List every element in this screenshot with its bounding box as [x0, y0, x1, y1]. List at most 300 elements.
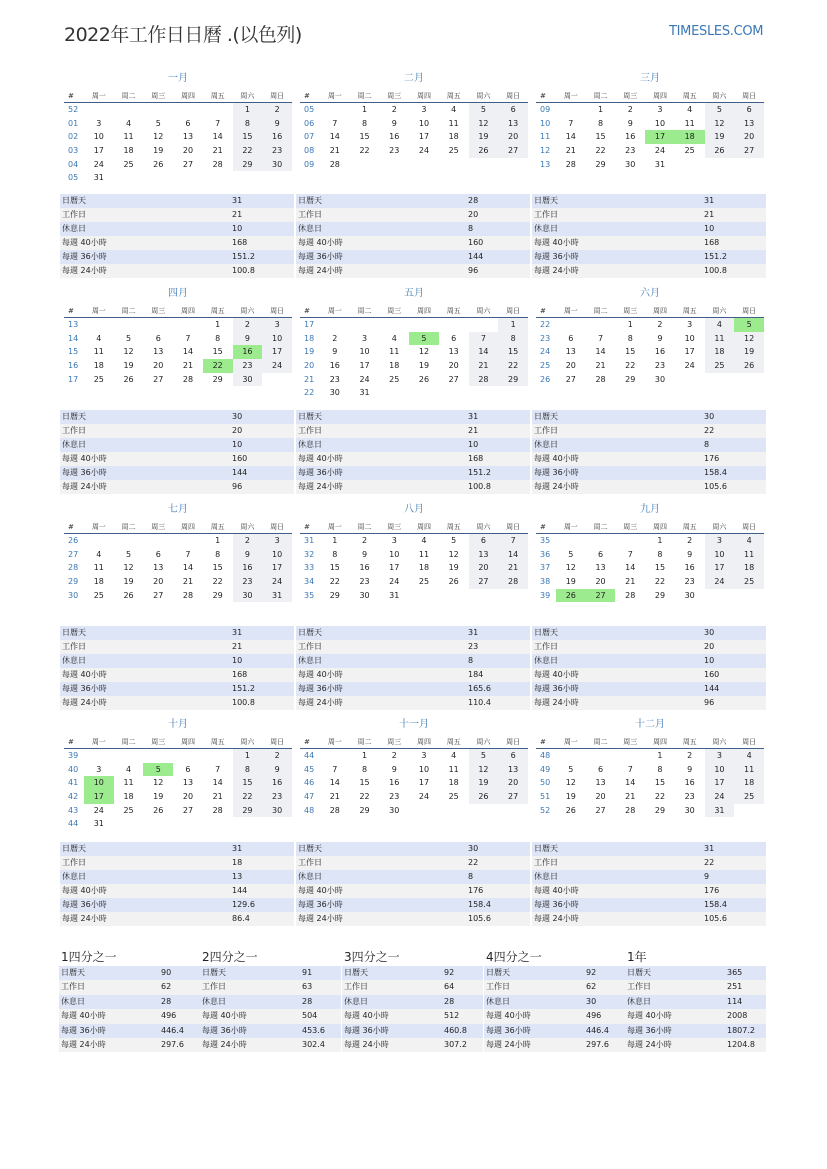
day-cell[interactable]: 2 [657, 320, 663, 329]
day-cell[interactable]: 7 [215, 764, 221, 774]
day-cell[interactable]: 13 [448, 347, 459, 357]
day-cell[interactable]: 13 [565, 347, 576, 357]
day-cell[interactable]: 31 [93, 173, 104, 183]
day-cell[interactable]: 3 [421, 751, 427, 760]
day-cell[interactable]: 1 [361, 105, 368, 114]
day-cell[interactable]: 7 [332, 118, 338, 128]
day-cell[interactable]: 31 [262, 589, 292, 603]
day-cell[interactable]: 9 [233, 332, 263, 346]
day-cell[interactable]: 6 [155, 549, 161, 559]
day-cell[interactable]: 19 [469, 130, 499, 144]
day-cell[interactable]: 26 [418, 374, 430, 384]
day-cell[interactable]: 13 [595, 563, 606, 573]
day-cell[interactable]: 26 [469, 790, 499, 804]
day-cell[interactable]: 25 [705, 359, 735, 373]
day-cell[interactable]: 9 [391, 118, 397, 128]
day-cell[interactable]: 28 [182, 374, 194, 384]
day-cell[interactable]: 24 [705, 790, 735, 804]
day-cell[interactable]: 12 [448, 549, 459, 559]
day-cell[interactable]: 10 [389, 549, 400, 559]
day-cell[interactable]: 9 [657, 333, 663, 343]
day-cell[interactable]: 10 [262, 548, 292, 562]
day-cell[interactable]: 28 [182, 590, 194, 600]
day-cell[interactable]: 20 [565, 361, 576, 371]
day-cell[interactable]: 6 [469, 534, 499, 548]
day-cell[interactable]: 20 [498, 776, 528, 790]
day-cell[interactable]: 18 [734, 776, 764, 790]
day-cell[interactable]: 29 [212, 374, 223, 384]
day-cell[interactable]: 19 [448, 563, 459, 573]
day-cell[interactable]: 5 [143, 763, 173, 777]
day-cell[interactable]: 9 [262, 763, 292, 777]
day-cell[interactable]: 21 [182, 361, 194, 371]
day-cell[interactable]: 2 [391, 751, 397, 760]
day-cell[interactable]: 9 [262, 117, 292, 131]
day-cell[interactable]: 25 [93, 590, 104, 600]
day-cell[interactable]: 26 [153, 805, 164, 815]
day-cell[interactable]: 10 [705, 763, 735, 777]
day-cell[interactable]: 13 [595, 778, 606, 788]
day-cell[interactable]: 19 [705, 130, 735, 144]
day-cell[interactable]: 25 [418, 577, 430, 587]
day-cell[interactable]: 15 [233, 130, 263, 144]
day-cell[interactable]: 18 [448, 778, 459, 788]
day-cell[interactable]: 19 [153, 146, 164, 156]
day-cell[interactable]: 8 [361, 118, 368, 128]
day-cell[interactable]: 31 [93, 819, 104, 829]
day-cell[interactable]: 14 [212, 778, 223, 788]
day-cell[interactable]: 6 [451, 333, 457, 343]
day-cell[interactable]: 14 [595, 347, 606, 357]
day-cell[interactable]: 11 [684, 118, 695, 128]
day-cell[interactable]: 31 [389, 590, 400, 600]
day-cell[interactable]: 1 [627, 320, 633, 329]
day-cell[interactable]: 2 [262, 103, 292, 117]
day-cell[interactable]: 17 [684, 347, 695, 357]
day-cell[interactable]: 6 [155, 333, 161, 343]
day-cell[interactable]: 3 [96, 764, 102, 774]
day-cell[interactable]: 1 [597, 105, 604, 114]
day-cell[interactable]: 15 [329, 563, 340, 573]
day-cell[interactable]: 16 [233, 345, 263, 359]
day-cell[interactable]: 16 [329, 361, 340, 371]
day-cell[interactable]: 17 [418, 132, 430, 142]
day-cell[interactable]: 20 [498, 130, 528, 144]
day-cell[interactable]: 15 [625, 347, 636, 357]
day-cell[interactable]: 4 [96, 549, 102, 559]
day-cell[interactable]: 3 [96, 118, 102, 128]
day-cell[interactable]: 18 [123, 792, 134, 802]
day-cell[interactable]: 30 [654, 374, 666, 384]
day-cell[interactable]: 19 [418, 361, 430, 371]
day-cell[interactable]: 28 [625, 805, 636, 815]
day-cell[interactable]: 24 [654, 146, 666, 156]
day-cell[interactable]: 22 [595, 146, 606, 156]
day-cell[interactable]: 27 [565, 374, 576, 384]
day-cell[interactable]: 29 [212, 590, 223, 600]
day-cell[interactable]: 20 [469, 561, 499, 575]
day-cell[interactable]: 17 [418, 778, 430, 788]
day-cell[interactable]: 29 [329, 590, 340, 600]
day-cell[interactable]: 8 [233, 763, 263, 777]
day-cell[interactable]: 9 [687, 549, 693, 559]
day-cell[interactable]: 26 [705, 144, 735, 158]
day-cell[interactable]: 13 [182, 778, 194, 788]
day-cell[interactable]: 26 [153, 159, 164, 169]
day-cell[interactable]: 3 [262, 534, 292, 548]
day-cell[interactable]: 13 [498, 117, 528, 131]
day-cell[interactable]: 11 [123, 778, 134, 788]
day-cell[interactable]: 3 [361, 333, 368, 343]
day-cell[interactable]: 5 [469, 103, 499, 117]
day-cell[interactable]: 11 [448, 764, 459, 774]
day-cell[interactable]: 11 [123, 132, 134, 142]
day-cell[interactable]: 13 [153, 563, 164, 573]
day-cell[interactable]: 25 [684, 146, 695, 156]
day-cell[interactable]: 2 [627, 105, 633, 114]
day-cell[interactable]: 17 [359, 361, 370, 371]
day-cell[interactable]: 21 [565, 146, 576, 156]
day-cell[interactable]: 21 [329, 146, 340, 156]
day-cell[interactable]: 5 [451, 536, 457, 545]
day-cell[interactable]: 30 [389, 805, 400, 815]
day-cell[interactable]: 16 [684, 563, 695, 573]
day-cell[interactable]: 7 [597, 333, 604, 343]
day-cell[interactable]: 20 [182, 146, 194, 156]
day-cell[interactable]: 9 [391, 764, 397, 774]
day-cell[interactable]: 6 [185, 118, 191, 128]
day-cell[interactable]: 29 [595, 159, 606, 169]
day-cell[interactable]: 2 [233, 318, 263, 332]
day-cell[interactable]: 20 [153, 577, 164, 587]
day-cell[interactable]: 3 [705, 534, 735, 548]
day-cell[interactable]: 27 [153, 374, 164, 384]
day-cell[interactable]: 25 [123, 805, 134, 815]
day-cell[interactable]: 4 [125, 764, 132, 774]
day-cell[interactable]: 14 [329, 778, 340, 788]
day-cell[interactable]: 19 [153, 792, 164, 802]
day-cell[interactable]: 28 [212, 805, 223, 815]
day-cell[interactable]: 23 [233, 575, 263, 589]
day-cell[interactable]: 18 [93, 361, 104, 371]
day-cell[interactable]: 9 [233, 548, 263, 562]
day-cell[interactable]: 13 [153, 347, 164, 357]
day-cell[interactable]: 30 [359, 590, 370, 600]
day-cell[interactable]: 8 [498, 332, 528, 346]
day-cell[interactable]: 6 [597, 764, 604, 774]
day-cell[interactable]: 4 [451, 105, 457, 114]
day-cell[interactable]: 17 [705, 561, 735, 575]
day-cell[interactable]: 8 [657, 764, 663, 774]
day-cell[interactable]: 21 [329, 792, 340, 802]
day-cell[interactable]: 5 [568, 549, 574, 559]
day-cell[interactable]: 12 [123, 563, 134, 573]
day-cell[interactable]: 17 [262, 561, 292, 575]
day-cell[interactable]: 4 [451, 751, 457, 760]
day-cell[interactable]: 4 [391, 333, 397, 343]
day-cell[interactable]: 15 [654, 563, 666, 573]
day-cell[interactable]: 29 [359, 805, 370, 815]
day-cell[interactable]: 17 [389, 563, 400, 573]
day-cell[interactable]: 1 [332, 536, 338, 545]
day-cell[interactable]: 10 [418, 118, 430, 128]
day-cell[interactable]: 14 [182, 563, 194, 573]
day-cell[interactable]: 14 [498, 548, 528, 562]
day-cell[interactable]: 17 [705, 776, 735, 790]
day-cell[interactable]: 22 [654, 792, 666, 802]
day-cell[interactable]: 31 [705, 804, 735, 818]
day-cell[interactable]: 15 [654, 778, 666, 788]
day-cell[interactable]: 27 [498, 790, 528, 804]
day-cell[interactable]: 30 [262, 158, 292, 172]
day-cell[interactable]: 23 [625, 146, 636, 156]
day-cell[interactable]: 28 [212, 159, 223, 169]
day-cell[interactable]: 20 [448, 361, 459, 371]
day-cell[interactable]: 23 [262, 790, 292, 804]
day-cell[interactable]: 30 [684, 590, 695, 600]
day-cell[interactable]: 10 [654, 118, 666, 128]
day-cell[interactable]: 15 [595, 132, 606, 142]
day-cell[interactable]: 7 [627, 549, 633, 559]
day-cell[interactable]: 13 [734, 117, 764, 131]
day-cell[interactable]: 10 [359, 347, 370, 357]
day-cell[interactable]: 3 [421, 105, 427, 114]
day-cell[interactable]: 22 [233, 144, 263, 158]
day-cell[interactable]: 27 [153, 590, 164, 600]
day-cell[interactable]: 7 [215, 118, 221, 128]
day-cell[interactable]: 25 [123, 159, 134, 169]
day-cell[interactable]: 23 [684, 792, 695, 802]
day-cell[interactable]: 26 [734, 359, 764, 373]
day-cell[interactable]: 30 [684, 805, 695, 815]
day-cell[interactable]: 24 [93, 805, 104, 815]
day-cell[interactable]: 4 [421, 536, 427, 545]
day-cell[interactable]: 8 [597, 118, 604, 128]
day-cell[interactable]: 2 [233, 534, 263, 548]
day-cell[interactable]: 22 [212, 577, 223, 587]
day-cell[interactable]: 16 [262, 776, 292, 790]
brand-link[interactable]: TIMESLES.COM [669, 24, 764, 39]
day-cell[interactable]: 24 [418, 146, 430, 156]
day-cell[interactable]: 22 [359, 792, 370, 802]
day-cell[interactable]: 16 [684, 778, 695, 788]
day-cell[interactable]: 11 [389, 347, 400, 357]
day-cell[interactable]: 30 [262, 804, 292, 818]
day-cell[interactable]: 10 [84, 776, 114, 790]
day-cell[interactable]: 3 [705, 749, 735, 763]
day-cell[interactable]: 11 [418, 549, 430, 559]
day-cell[interactable]: 21 [625, 577, 636, 587]
day-cell[interactable]: 6 [734, 103, 764, 117]
day-cell[interactable]: 20 [734, 130, 764, 144]
day-cell[interactable]: 29 [233, 158, 263, 172]
day-cell[interactable]: 7 [332, 764, 338, 774]
day-cell[interactable]: 10 [93, 132, 104, 142]
day-cell[interactable]: 16 [262, 130, 292, 144]
day-cell[interactable]: 5 [705, 103, 735, 117]
day-cell[interactable]: 1 [361, 751, 368, 760]
day-cell[interactable]: 10 [705, 548, 735, 562]
day-cell[interactable]: 21 [595, 361, 606, 371]
day-cell[interactable]: 7 [469, 332, 499, 346]
day-cell[interactable]: 24 [359, 374, 370, 384]
day-cell[interactable]: 19 [123, 361, 134, 371]
day-cell[interactable]: 26 [448, 577, 459, 587]
day-cell[interactable]: 18 [389, 361, 400, 371]
day-cell[interactable]: 6 [498, 749, 528, 763]
day-cell[interactable]: 6 [597, 549, 604, 559]
day-cell[interactable]: 21 [625, 792, 636, 802]
day-cell[interactable]: 21 [182, 577, 194, 587]
day-cell[interactable]: 15 [498, 345, 528, 359]
day-cell[interactable]: 29 [654, 805, 666, 815]
day-cell[interactable]: 24 [262, 575, 292, 589]
day-cell[interactable]: 3 [657, 105, 663, 114]
day-cell[interactable]: 26 [565, 805, 576, 815]
day-cell[interactable]: 25 [734, 790, 764, 804]
day-cell[interactable]: 14 [625, 778, 636, 788]
day-cell[interactable]: 27 [734, 144, 764, 158]
day-cell[interactable]: 13 [498, 763, 528, 777]
day-cell[interactable]: 2 [391, 105, 397, 114]
day-cell[interactable]: 14 [469, 345, 499, 359]
day-cell[interactable]: 11 [734, 763, 764, 777]
day-cell[interactable]: 22 [498, 359, 528, 373]
day-cell[interactable]: 2 [262, 749, 292, 763]
day-cell[interactable]: 8 [627, 333, 633, 343]
day-cell[interactable]: 19 [565, 792, 576, 802]
day-cell[interactable]: 27 [182, 159, 194, 169]
day-cell[interactable]: 10 [684, 333, 695, 343]
day-cell[interactable]: 8 [657, 549, 663, 559]
day-cell[interactable]: 12 [469, 763, 499, 777]
day-cell[interactable]: 24 [262, 359, 292, 373]
day-cell[interactable]: 22 [654, 577, 666, 587]
day-cell[interactable]: 29 [498, 373, 528, 387]
day-cell[interactable]: 27 [182, 805, 194, 815]
day-cell[interactable]: 19 [565, 577, 576, 587]
day-cell[interactable]: 24 [418, 792, 430, 802]
day-cell[interactable]: 9 [361, 549, 368, 559]
day-cell[interactable]: 28 [625, 590, 636, 600]
day-cell[interactable]: 12 [153, 778, 164, 788]
day-cell[interactable]: 30 [329, 388, 340, 398]
day-cell[interactable]: 14 [565, 132, 576, 142]
day-cell[interactable]: 7 [568, 118, 574, 128]
day-cell[interactable]: 6 [185, 764, 191, 774]
day-cell[interactable]: 16 [389, 778, 400, 788]
day-cell[interactable]: 3 [687, 320, 693, 329]
day-cell[interactable]: 1 [233, 103, 263, 117]
day-cell[interactable]: 1 [215, 536, 221, 545]
day-cell[interactable]: 18 [448, 132, 459, 142]
day-cell[interactable]: 22 [625, 361, 636, 371]
day-cell[interactable]: 20 [153, 361, 164, 371]
day-cell[interactable]: 5 [155, 118, 161, 128]
day-cell[interactable]: 25 [93, 374, 104, 384]
day-cell[interactable]: 24 [389, 577, 400, 587]
day-cell[interactable]: 3 [262, 318, 292, 332]
day-cell[interactable]: 30 [233, 589, 263, 603]
day-cell[interactable]: 14 [625, 563, 636, 573]
day-cell[interactable]: 25 [448, 792, 459, 802]
day-cell[interactable]: 12 [565, 563, 576, 573]
day-cell[interactable]: 16 [654, 347, 666, 357]
day-cell[interactable]: 26 [123, 590, 134, 600]
day-cell[interactable]: 8 [215, 549, 221, 559]
day-cell[interactable]: 28 [595, 374, 606, 384]
day-cell[interactable]: 5 [568, 764, 574, 774]
day-cell[interactable]: 28 [565, 159, 576, 169]
day-cell[interactable]: 7 [185, 549, 191, 559]
day-cell[interactable]: 16 [625, 132, 636, 142]
day-cell[interactable]: 16 [389, 132, 400, 142]
day-cell[interactable]: 19 [123, 577, 134, 587]
day-cell[interactable]: 20 [595, 577, 606, 587]
day-cell[interactable]: 22 [233, 790, 263, 804]
day-cell[interactable]: 20 [595, 792, 606, 802]
day-cell[interactable]: 4 [734, 749, 764, 763]
day-cell[interactable]: 24 [93, 159, 104, 169]
day-cell[interactable]: 18 [734, 561, 764, 575]
day-cell[interactable]: 5 [469, 749, 499, 763]
day-cell[interactable]: 1 [498, 318, 528, 332]
day-cell[interactable]: 17 [645, 130, 675, 144]
day-cell[interactable]: 16 [359, 563, 370, 573]
day-cell[interactable]: 23 [329, 374, 340, 384]
day-cell[interactable]: 22 [203, 359, 233, 373]
day-cell[interactable]: 11 [93, 347, 104, 357]
day-cell[interactable]: 28 [329, 159, 340, 169]
day-cell[interactable]: 15 [233, 776, 263, 790]
day-cell[interactable]: 14 [329, 132, 340, 142]
day-cell[interactable]: 31 [654, 159, 666, 169]
day-cell[interactable]: 22 [329, 577, 340, 587]
day-cell[interactable]: 18 [418, 563, 430, 573]
day-cell[interactable]: 5 [734, 318, 764, 332]
day-cell[interactable]: 12 [123, 347, 134, 357]
day-cell[interactable]: 12 [565, 778, 576, 788]
day-cell[interactable]: 9 [332, 347, 338, 357]
day-cell[interactable]: 15 [212, 347, 223, 357]
day-cell[interactable]: 15 [359, 132, 370, 142]
day-cell[interactable]: 11 [734, 548, 764, 562]
day-cell[interactable]: 25 [734, 575, 764, 589]
day-cell[interactable]: 15 [212, 563, 223, 573]
day-cell[interactable]: 9 [627, 118, 633, 128]
day-cell[interactable]: 17 [93, 146, 104, 156]
day-cell[interactable]: 13 [182, 132, 194, 142]
day-cell[interactable]: 2 [361, 536, 368, 545]
day-cell[interactable]: 23 [233, 359, 263, 373]
day-cell[interactable]: 7 [185, 333, 191, 343]
day-cell[interactable]: 31 [359, 388, 370, 398]
day-cell[interactable]: 24 [684, 361, 695, 371]
day-cell[interactable]: 8 [332, 549, 338, 559]
day-cell[interactable]: 12 [705, 117, 735, 131]
day-cell[interactable]: 1 [215, 320, 221, 329]
day-cell[interactable]: 14 [182, 347, 194, 357]
day-cell[interactable]: 11 [93, 563, 104, 573]
day-cell[interactable]: 20 [182, 792, 194, 802]
day-cell[interactable]: 24 [705, 575, 735, 589]
day-cell[interactable]: 18 [705, 345, 735, 359]
day-cell[interactable]: 27 [469, 575, 499, 589]
day-cell[interactable]: 10 [262, 332, 292, 346]
day-cell[interactable]: 6 [568, 333, 574, 343]
day-cell[interactable]: 23 [262, 144, 292, 158]
day-cell[interactable]: 5 [409, 332, 439, 346]
